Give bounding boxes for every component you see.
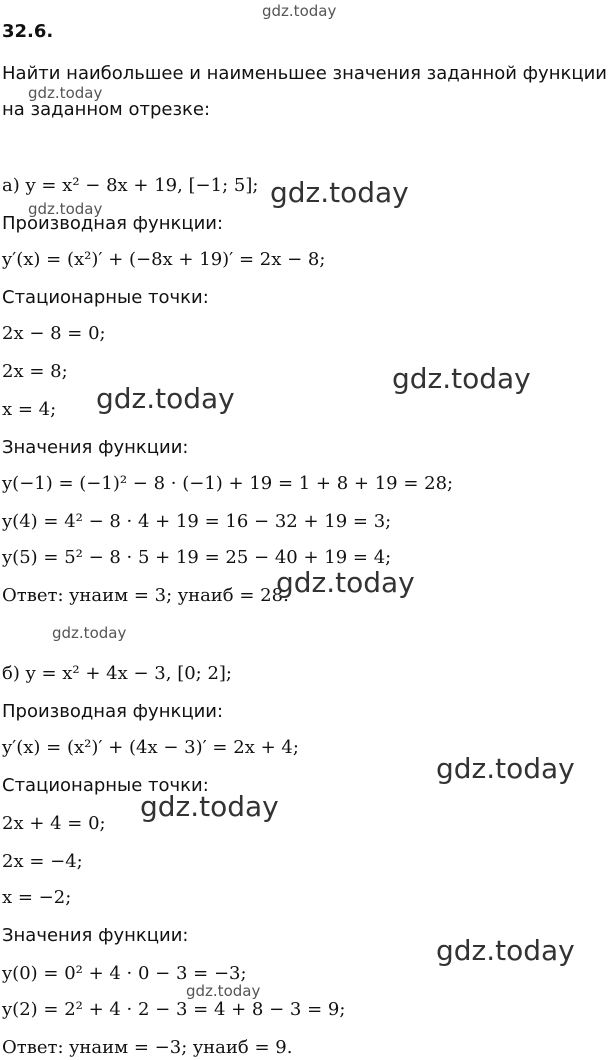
problem-number: 32.6.: [2, 21, 54, 42]
part-a-value-3: y(5) = 5² − 8 · 5 + 19 = 25 − 40 + 19 = 4;: [2, 547, 392, 568]
part-b-step-2: 2x = −4;: [2, 851, 83, 872]
part-a-statement: а) y = x² − 8x + 19, [−1; 5];: [2, 175, 259, 196]
watermark: gdz.today: [28, 200, 103, 218]
part-a-derivative-heading: Производная функции:: [2, 213, 224, 234]
watermark: gdz.today: [392, 362, 531, 395]
part-a-stationary-heading: Стационарные точки:: [2, 287, 209, 308]
part-b-step-1: 2x + 4 = 0;: [2, 813, 106, 834]
part-b-stationary-heading: Стационарные точки:: [2, 775, 209, 796]
part-b-value-1: y(0) = 0² + 4 · 0 − 3 = −3;: [2, 963, 247, 984]
problem-text-line-1: Найти наибольшее и наименьшее значения заданной функции: [2, 63, 607, 84]
part-a-values-heading: Значения функции:: [2, 437, 189, 458]
part-b-values-heading: Значения функции:: [2, 925, 189, 946]
watermark: gdz.today: [276, 566, 415, 599]
watermark: gdz.today: [186, 982, 261, 1000]
part-b-answer: Ответ: yнаим = −3; yнаиб = 9.: [2, 1037, 293, 1058]
part-b-step-3: x = −2;: [2, 887, 72, 908]
watermark: gdz.today: [436, 934, 575, 967]
watermark: gdz.today: [28, 84, 103, 102]
part-a-value-1: y(−1) = (−1)² − 8 · (−1) + 19 = 1 + 8 + 19 = 28;: [2, 473, 454, 494]
part-a-answer: Ответ: yнаим = 3; yнаиб = 28.: [2, 585, 289, 606]
part-a-step-1: 2x − 8 = 0;: [2, 323, 106, 344]
part-a-value-2: y(4) = 4² − 8 · 4 + 19 = 16 − 32 + 19 = 3;: [2, 511, 392, 532]
watermark: gdz.today: [96, 382, 235, 415]
part-a-derivative: y′(x) = (x²)′ + (−8x + 19)′ = 2x − 8;: [2, 249, 326, 270]
part-a-step-2: 2x = 8;: [2, 361, 68, 382]
watermark: gdz.today: [436, 752, 575, 785]
part-b-derivative: y′(x) = (x²)′ + (4x − 3)′ = 2x + 4;: [2, 737, 299, 758]
watermark: gdz.today: [270, 176, 409, 209]
part-b-value-2: y(2) = 2² + 4 · 2 − 3 = 4 + 8 − 3 = 9;: [2, 999, 346, 1020]
problem-text-line-2: на заданном отрезке:: [2, 99, 211, 120]
watermark: gdz.today: [140, 790, 279, 823]
part-b-statement: б) y = x² + 4x − 3, [0; 2];: [2, 663, 232, 684]
part-a-step-3: x = 4;: [2, 399, 57, 420]
watermark: gdz.today: [52, 624, 127, 642]
part-b-derivative-heading: Производная функции:: [2, 701, 224, 722]
watermark: gdz.today: [262, 2, 337, 20]
